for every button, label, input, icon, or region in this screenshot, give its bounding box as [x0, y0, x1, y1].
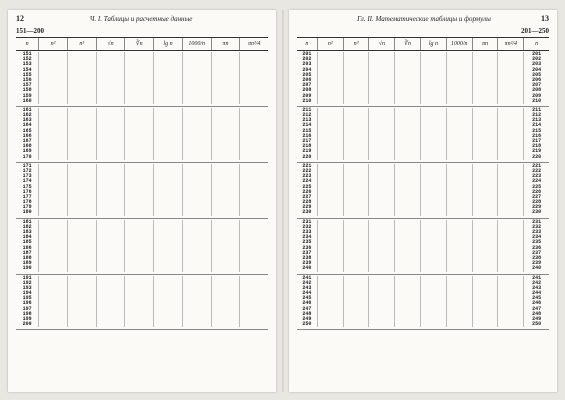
- row-label: 225: [302, 183, 312, 190]
- left-chapter-title: Ч. I. Таблицы и расчетные данные: [89, 15, 193, 23]
- row-label: 204: [523, 68, 549, 73]
- row-label: 211: [523, 108, 549, 113]
- row-label: 229: [523, 205, 549, 210]
- left-page-number: 12: [16, 14, 24, 23]
- table-cell: [394, 99, 420, 104]
- row-label: 218: [302, 143, 312, 150]
- table-cell: [211, 266, 240, 271]
- table-cell: [124, 155, 153, 160]
- row-label: 196: [22, 300, 32, 307]
- table-cell: [211, 210, 240, 215]
- table-cell: [67, 99, 96, 104]
- row-label: 222: [302, 167, 312, 174]
- row-label: 220: [523, 155, 549, 160]
- row-label: 243: [523, 286, 549, 291]
- row-label: 246: [302, 300, 312, 307]
- row-label: 165: [22, 127, 32, 134]
- row-label: 221: [523, 164, 549, 169]
- row-label: 247: [302, 305, 312, 312]
- left-column-header-5: lg n: [153, 38, 182, 50]
- row-label: 151: [22, 51, 32, 57]
- table-cell: [343, 155, 369, 160]
- row-label: 169: [22, 148, 32, 155]
- table-cell: [153, 322, 182, 327]
- row-label: 237: [523, 251, 549, 256]
- row-label: 228: [523, 200, 549, 205]
- table-cell: [497, 266, 523, 271]
- table-row: [297, 266, 549, 271]
- table-cell: [67, 210, 96, 215]
- row-label: 234: [523, 235, 549, 240]
- table-cell: [153, 266, 182, 271]
- row-label: 152: [22, 56, 32, 63]
- right-column-header-5: lg n: [420, 38, 446, 50]
- row-label: 170: [22, 153, 32, 160]
- row-label: 239: [302, 260, 312, 267]
- row-label: 154: [22, 66, 32, 73]
- table-cell: [343, 99, 369, 104]
- right-page-number: 13: [541, 14, 549, 23]
- row-label: 207: [523, 83, 549, 88]
- row-label: 190: [22, 265, 32, 272]
- table-cell: [96, 155, 125, 160]
- table-cell: [67, 322, 96, 327]
- row-label: 199: [22, 316, 32, 322]
- left-row-group: [16, 107, 268, 163]
- row-label: 205: [302, 71, 312, 78]
- book-spine: [282, 10, 283, 392]
- row-label: 235: [302, 239, 312, 246]
- right-column-header-6: 1000/n: [446, 38, 472, 50]
- right-column-header-9: n: [523, 38, 549, 50]
- table-row: [16, 210, 268, 215]
- right-row-group: [297, 275, 549, 331]
- table-row: [297, 210, 549, 215]
- table-cell: [317, 155, 343, 160]
- row-label: 163: [22, 117, 32, 124]
- row-label: 159: [22, 92, 32, 99]
- table-cell: [38, 210, 67, 215]
- row-label: 236: [523, 246, 549, 251]
- table-cell: [368, 266, 394, 271]
- table-cell: [446, 322, 472, 327]
- row-label: 160: [22, 97, 32, 104]
- table-cell: [472, 155, 498, 160]
- table-cell: [420, 99, 446, 104]
- right-column-header: [297, 38, 549, 51]
- row-label: 187: [22, 249, 32, 256]
- row-label: 217: [302, 138, 312, 144]
- table-cell: [153, 99, 182, 104]
- table-cell: [96, 210, 125, 215]
- table-cell: [317, 322, 343, 327]
- row-label: 203: [523, 62, 549, 67]
- row-label: 249: [523, 317, 549, 322]
- row-label: 202: [523, 57, 549, 62]
- right-range: 201—250: [521, 27, 549, 35]
- table-cell: [67, 266, 96, 271]
- row-label: 227: [302, 193, 312, 200]
- row-label: 248: [302, 310, 312, 317]
- row-label: 171: [22, 162, 32, 169]
- table-cell: [472, 210, 498, 215]
- left-column-header-7: πn: [211, 38, 240, 50]
- row-label: 173: [22, 173, 32, 180]
- row-label: 244: [302, 290, 312, 297]
- row-label: 240: [523, 266, 549, 271]
- row-label: 208: [523, 88, 549, 93]
- row-label: 158: [22, 87, 32, 94]
- row-label: 153: [22, 61, 32, 68]
- row-label: 206: [523, 78, 549, 83]
- row-label: 212: [523, 113, 549, 118]
- right-row-group: [297, 107, 549, 163]
- table-cell: [182, 155, 211, 160]
- left-row-group: [16, 219, 268, 275]
- table-cell: [497, 322, 523, 327]
- row-label: 156: [22, 76, 32, 83]
- left-column-header-4: ∛n: [124, 38, 153, 50]
- left-row-group: [16, 51, 268, 107]
- table-cell: [394, 266, 420, 271]
- table-cell: [368, 99, 394, 104]
- row-label: 210: [302, 97, 312, 104]
- row-label: 243: [302, 284, 312, 291]
- row-label: 224: [302, 178, 312, 185]
- right-column-header-3: √n: [368, 38, 394, 50]
- row-label: 232: [302, 223, 312, 230]
- row-label: 249: [302, 316, 312, 322]
- row-label: 179: [22, 204, 32, 211]
- row-label: 204: [302, 66, 312, 73]
- table-cell: [38, 322, 67, 327]
- table-cell: [96, 266, 125, 271]
- table-cell: [182, 210, 211, 215]
- row-label: 181: [22, 218, 32, 225]
- left-column-header-1: n²: [38, 38, 67, 50]
- left-column-header: [16, 38, 268, 51]
- row-label: 215: [523, 129, 549, 134]
- table-cell: [420, 322, 446, 327]
- table-cell: [446, 99, 472, 104]
- table-cell: [38, 266, 67, 271]
- right-column-header-4: ∛n: [394, 38, 420, 50]
- table-row: [297, 155, 549, 160]
- table-cell: [497, 155, 523, 160]
- row-label: 216: [523, 134, 549, 139]
- table-cell: [239, 322, 268, 327]
- table-cell: [239, 99, 268, 104]
- row-label: 206: [302, 76, 312, 83]
- right-column-header-1: n²: [317, 38, 343, 50]
- row-label: 242: [523, 281, 549, 286]
- left-page: [8, 10, 276, 392]
- row-label: 168: [22, 143, 32, 150]
- row-label: 214: [523, 123, 549, 128]
- table-cell: [182, 99, 211, 104]
- row-label: 180: [22, 209, 32, 216]
- row-label: 215: [302, 127, 312, 134]
- row-label: 197: [22, 305, 32, 312]
- row-label: 184: [22, 234, 32, 241]
- row-label: 233: [302, 229, 312, 235]
- row-label: 226: [523, 190, 549, 195]
- row-label: 219: [523, 149, 549, 154]
- table-cell: [124, 210, 153, 215]
- table-cell: [38, 99, 67, 104]
- row-label: 209: [302, 92, 312, 99]
- table-cell: [38, 155, 67, 160]
- left-table-body: [16, 51, 268, 371]
- left-row-group: [16, 163, 268, 219]
- table-row: [16, 155, 268, 160]
- row-label: 157: [22, 82, 32, 89]
- right-column-header-2: n³: [343, 38, 369, 50]
- table-cell: [67, 155, 96, 160]
- row-label: 189: [22, 260, 32, 267]
- row-label: 155: [22, 71, 32, 78]
- left-column-header-2: n³: [67, 38, 96, 50]
- row-label: 221: [302, 162, 312, 169]
- table-cell: [153, 155, 182, 160]
- row-label: 178: [22, 199, 32, 206]
- table-cell: [420, 155, 446, 160]
- row-label: 174: [22, 178, 32, 185]
- row-label: 216: [302, 132, 312, 139]
- table-cell: [239, 155, 268, 160]
- row-label: 185: [22, 239, 32, 246]
- row-label: 213: [523, 118, 549, 123]
- row-label: 210: [523, 99, 549, 104]
- row-label: 241: [523, 276, 549, 281]
- row-label: 217: [523, 139, 549, 144]
- table-cell: [368, 322, 394, 327]
- row-label: 205: [523, 73, 549, 78]
- row-label: 188: [22, 254, 32, 261]
- row-label: 208: [302, 87, 312, 94]
- table-cell: [211, 99, 240, 104]
- table-cell: [124, 322, 153, 327]
- row-label: 220: [302, 153, 312, 160]
- row-label: 183: [22, 229, 32, 235]
- right-chapter-title: Гл. II. Математические таблицы и формулы: [357, 15, 491, 23]
- row-label: 212: [302, 112, 312, 119]
- table-cell: [124, 266, 153, 271]
- row-label: 222: [523, 169, 549, 174]
- row-label: 182: [22, 223, 32, 230]
- row-label: 219: [302, 148, 312, 155]
- table-row: [16, 266, 268, 271]
- table-cell: [472, 322, 498, 327]
- right-row-group: [297, 163, 549, 219]
- row-label: 177: [22, 193, 32, 200]
- table-cell: [472, 99, 498, 104]
- left-column-header-0: n: [25, 41, 29, 47]
- table-cell: [394, 155, 420, 160]
- table-row: [297, 99, 549, 104]
- row-label: 246: [523, 301, 549, 306]
- table-cell: [317, 266, 343, 271]
- table-cell: [211, 322, 240, 327]
- row-label: 235: [523, 240, 549, 245]
- row-label: 193: [22, 284, 32, 291]
- row-label: 238: [302, 254, 312, 261]
- left-range: 151—200: [16, 27, 44, 35]
- right-column-header-0: n: [305, 41, 309, 47]
- right-row-group: [297, 51, 549, 107]
- row-label: 247: [523, 307, 549, 312]
- row-label: 214: [302, 122, 312, 129]
- right-column-header-7: πn: [472, 38, 498, 50]
- table-cell: [446, 155, 472, 160]
- row-label: 209: [523, 94, 549, 99]
- right-running-head: [297, 14, 549, 24]
- table-cell: [343, 266, 369, 271]
- row-label: 203: [302, 61, 312, 68]
- table-row: [16, 99, 268, 104]
- row-label: 238: [523, 256, 549, 261]
- table-cell: [317, 99, 343, 104]
- row-label: 191: [22, 274, 32, 281]
- right-page: [289, 10, 557, 392]
- row-label: 231: [302, 218, 312, 225]
- row-label: 175: [22, 183, 32, 190]
- row-label: 225: [523, 185, 549, 190]
- table-cell: [96, 99, 125, 104]
- row-label: 161: [22, 106, 32, 113]
- table-cell: [497, 210, 523, 215]
- left-column-header-6: 1000/n: [182, 38, 211, 50]
- row-label: 245: [523, 296, 549, 301]
- table-cell: [497, 99, 523, 104]
- row-label: 223: [523, 174, 549, 179]
- row-label: 241: [302, 274, 312, 281]
- left-row-group: [16, 275, 268, 331]
- row-label: 230: [302, 209, 312, 216]
- row-label: 166: [22, 132, 32, 139]
- row-label: 200: [22, 321, 32, 328]
- table-cell: [239, 266, 268, 271]
- table-cell: [368, 210, 394, 215]
- row-label: 194: [22, 290, 32, 297]
- table-cell: [96, 322, 125, 327]
- row-label: 233: [523, 230, 549, 235]
- row-label: 229: [302, 204, 312, 211]
- table-cell: [211, 155, 240, 160]
- right-table-body: [297, 51, 549, 371]
- row-label: 167: [22, 138, 32, 144]
- row-label: 228: [302, 199, 312, 206]
- row-label: 240: [302, 265, 312, 272]
- table-cell: [472, 266, 498, 271]
- left-running-head: [16, 14, 268, 24]
- row-label: 164: [22, 122, 32, 129]
- row-label: 239: [523, 261, 549, 266]
- table-cell: [446, 266, 472, 271]
- row-label: 195: [22, 295, 32, 302]
- table-cell: [420, 210, 446, 215]
- row-label: 211: [302, 106, 312, 113]
- right-row-group: [297, 219, 549, 275]
- table-cell: [446, 210, 472, 215]
- row-label: 192: [22, 279, 32, 286]
- row-label: 176: [22, 188, 32, 195]
- row-label: 223: [302, 173, 312, 180]
- row-label: 234: [302, 234, 312, 241]
- row-label: 230: [523, 210, 549, 215]
- row-label: 218: [523, 144, 549, 149]
- right-column-header-8: πn²/4: [497, 38, 523, 50]
- row-label: 201: [302, 51, 312, 57]
- row-label: 186: [22, 244, 32, 251]
- table-cell: [394, 322, 420, 327]
- row-label: 213: [302, 117, 312, 124]
- row-label: 227: [523, 195, 549, 200]
- row-label: 250: [302, 321, 312, 328]
- row-label: 162: [22, 112, 32, 119]
- table-cell: [182, 322, 211, 327]
- row-label: 207: [302, 82, 312, 89]
- row-label: 244: [523, 291, 549, 296]
- left-column-header-3: √n: [96, 38, 125, 50]
- row-label: 172: [22, 167, 32, 174]
- table-row: [297, 322, 549, 327]
- row-label: 201: [523, 52, 549, 57]
- row-label: 245: [302, 295, 312, 302]
- table-cell: [239, 210, 268, 215]
- table-cell: [343, 322, 369, 327]
- table-cell: [153, 210, 182, 215]
- table-cell: [394, 210, 420, 215]
- row-label: 231: [523, 220, 549, 225]
- row-label: 242: [302, 279, 312, 286]
- row-label: 232: [523, 225, 549, 230]
- table-cell: [368, 155, 394, 160]
- row-label: 202: [302, 56, 312, 63]
- table-row: [16, 322, 268, 327]
- table-cell: [124, 99, 153, 104]
- table-cell: [343, 210, 369, 215]
- table-cell: [182, 266, 211, 271]
- row-label: 237: [302, 249, 312, 256]
- row-label: 224: [523, 179, 549, 184]
- row-label: 236: [302, 244, 312, 251]
- row-label: 248: [523, 312, 549, 317]
- table-cell: [317, 210, 343, 215]
- row-label: 198: [22, 310, 32, 317]
- row-label: 226: [302, 188, 312, 195]
- left-column-header-8: πn²/4: [239, 38, 268, 50]
- row-label: 250: [523, 322, 549, 327]
- table-cell: [420, 266, 446, 271]
